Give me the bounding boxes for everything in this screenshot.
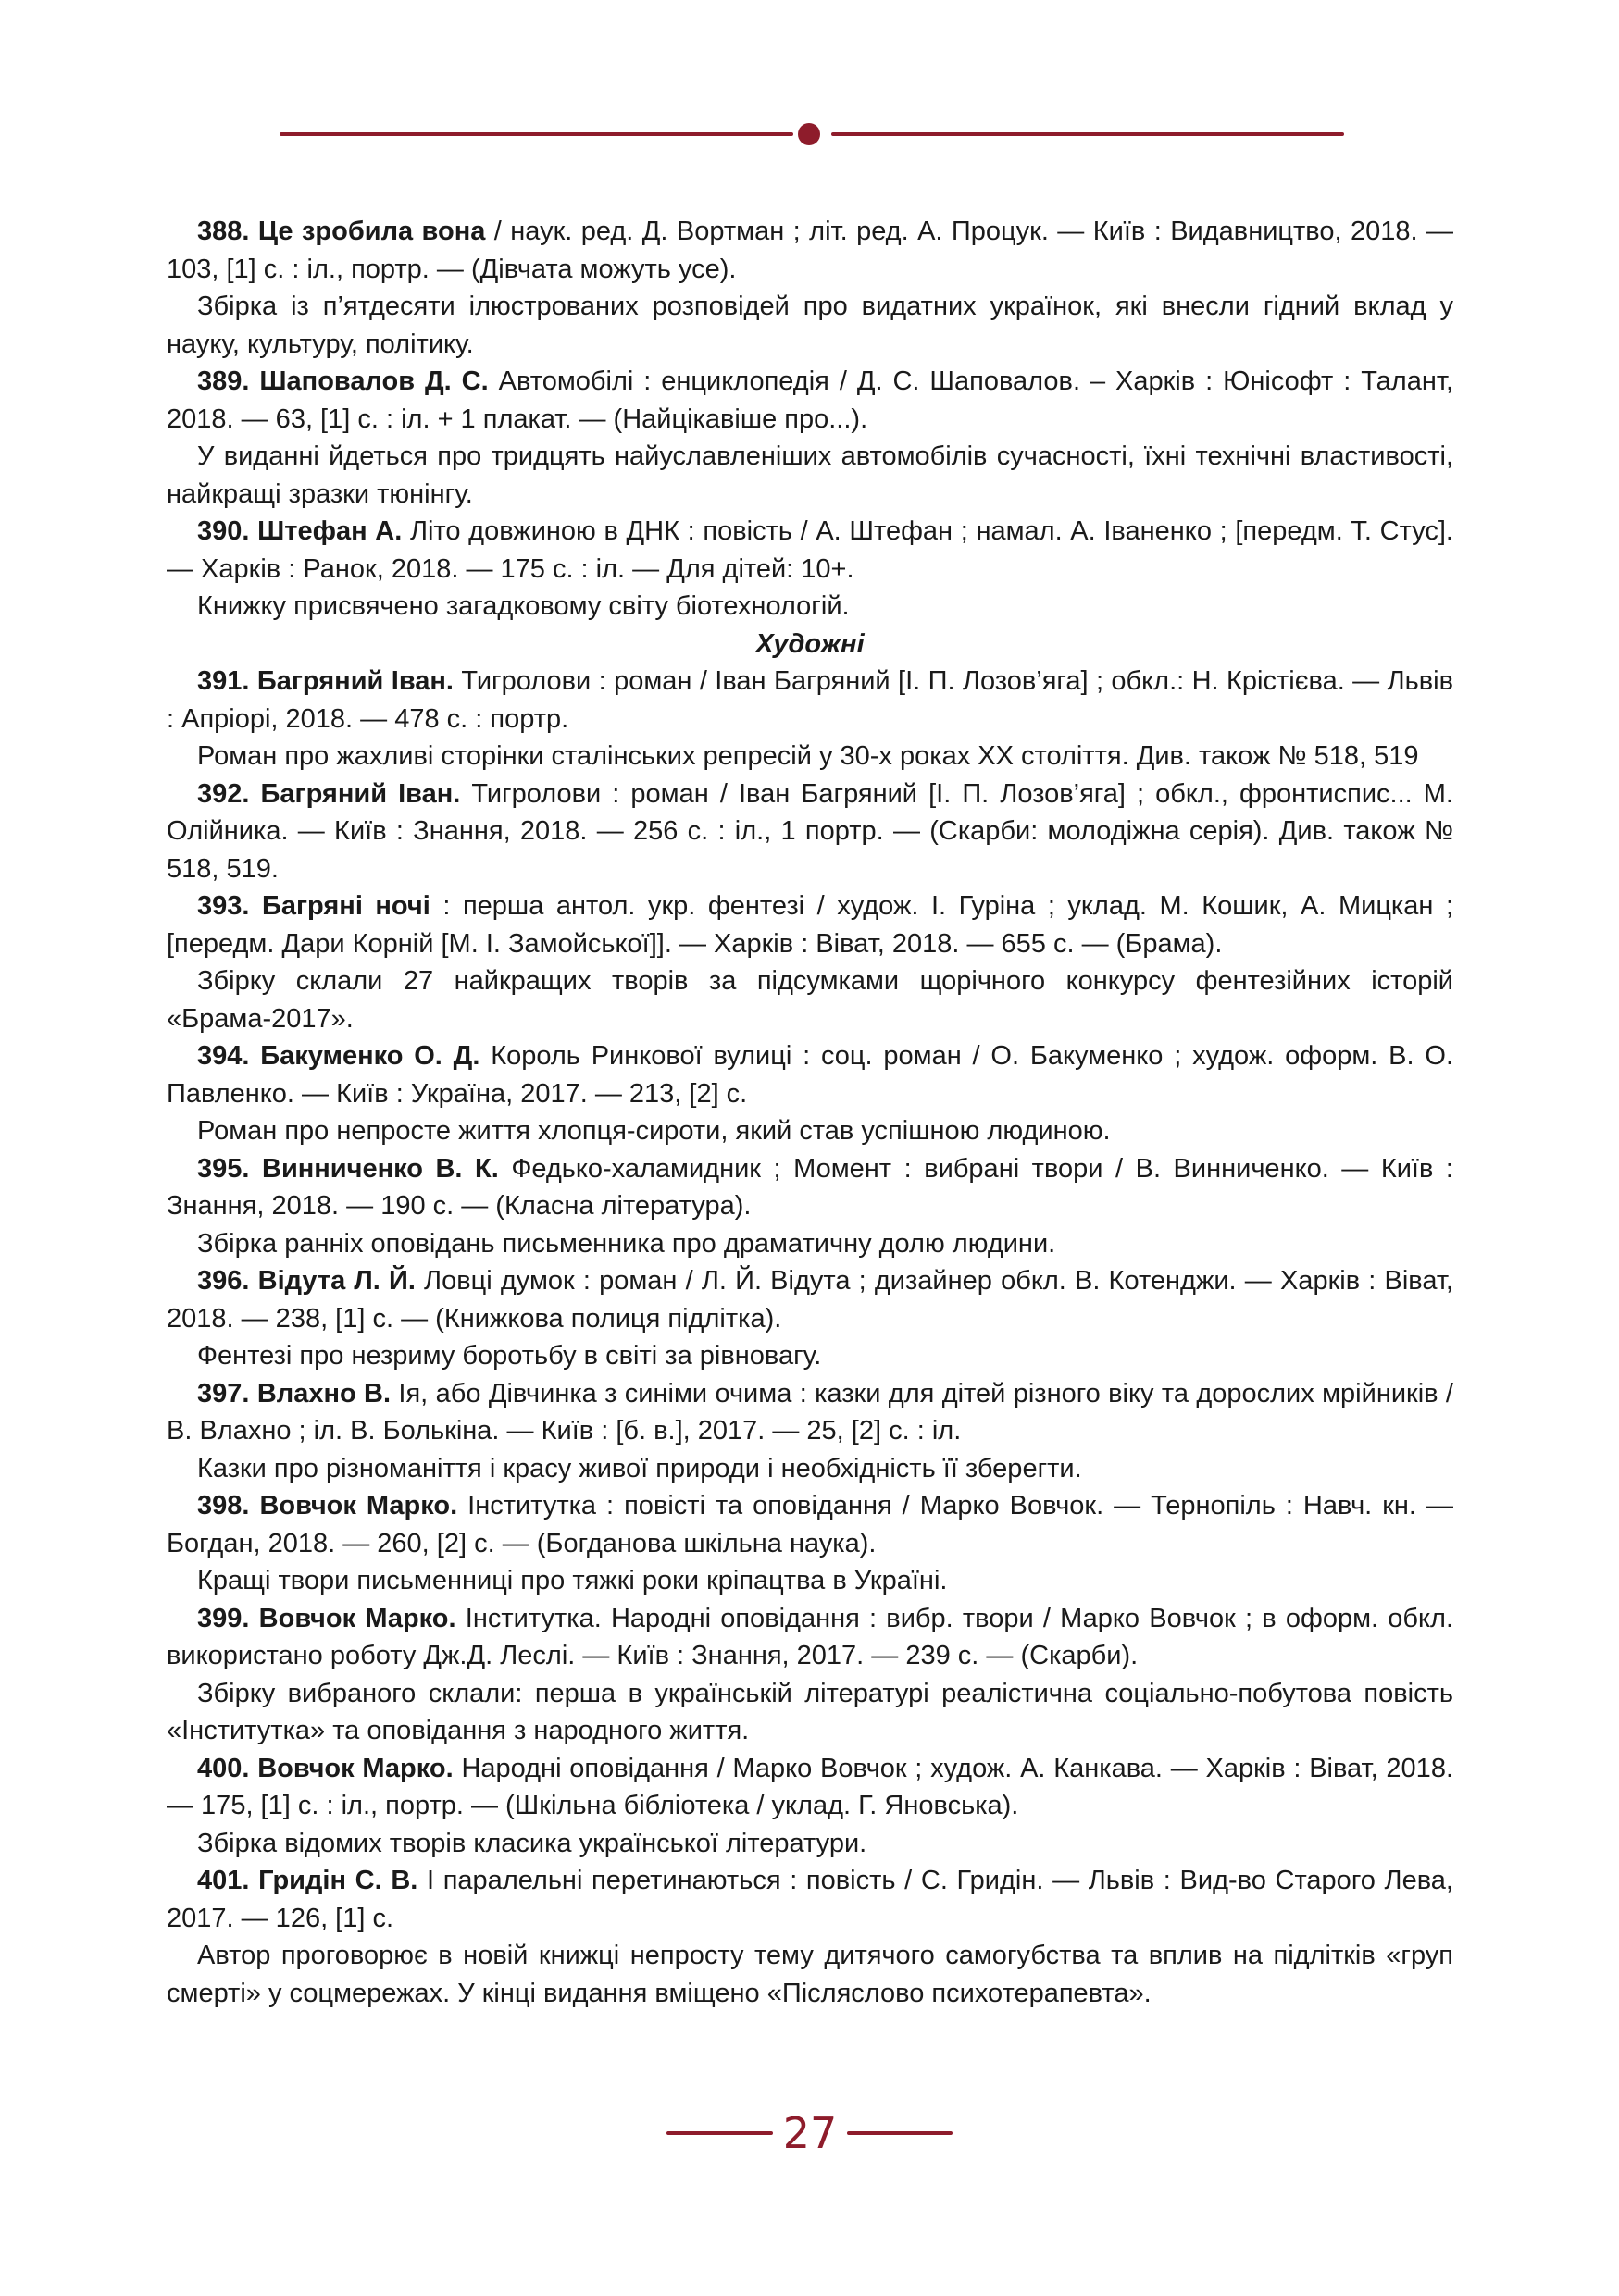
entry-annotation: Казки про різноманіття і красу живої природи і необхідність її зберегти. [197,1453,1082,1483]
bibliography-entry [167,213,1453,288]
entry-number: 398. [197,1491,250,1520]
bibliography-entry [167,663,1453,738]
entry-annotation: У виданні йдеться про тридцять найуславленіших автомобілів сучасності, їхні технічні властивості, найкращі зразки тюнінгу. [167,441,1453,509]
entry-description: Ія, або Дівчинка з синіми очима : казки для дітей різного віку та дорослих мрійників / В. Влахно ; іл. В. Болькіна. — Київ : [б. в.], 2017. — 25, [2] с. : іл. [167,1378,1453,1446]
footer-rule-right [847,2131,953,2135]
entry-number: 390. [197,516,250,546]
entry-number: 397. [197,1378,250,1409]
entry-description: Ловці думок : роман / Л. Й. Відута ; дизайнер обкл. В. Котенджи. — Харків : Віват, 2018. — 238, [1] с. — (Книжкова полиця підлітка). [167,1266,1453,1334]
entry-description: Літо довжиною в ДНК : повість / А. Штефан ; намал. А. Іваненко ; [передм. Т. Стус]. — Харків : Ранок, 2018. — 175 с. : іл. — Для дітей: 10+. [167,516,1453,584]
entry-description: Інститутка : повісті та оповідання / Марко Вовчок. — Тернопіль : Навч. кн. — Богдан, 2018. — 260, [2] с. — (Богданова шкільна наука). [167,1491,1453,1558]
entry-annotation: Збірку склали 27 найкращих творів за підсумками щорічного конкурсу фентезійних історій «Брама-2017». [167,966,1453,1034]
bibliography-entry [167,1375,1453,1450]
page-number: 27 [782,2108,838,2158]
entry-annotation: Збірка ранніх оповідань письменника про драматичну долю людини. [197,1228,1056,1259]
header-rule-left [280,132,793,136]
entry-annotation: Збірка із п’ятдесяти ілюстрованих розповідей про видатних українок, які внесли гідний вклад у науку, культуру, політику. [167,292,1453,359]
entry-number: 393. [197,891,250,921]
entry-annotation: Автор проговорює в новій книжці непросту тему дитячого самогубства та вплив на підлітків «груп смерті» у соцмережах. У кінці видання вміщено «Післяслово психотерапевта». [167,1941,1453,2008]
entry-number: 395. [197,1153,250,1184]
entry-heading: Багряний Іван. [260,778,461,809]
entry-description: / наук. ред. Д. Вортман ; літ. ред. А. Процук. — Київ : Видавництво, 2018. — 103, [1] с. : іл., портр. — (Дівчата можуть усе). [167,217,1453,284]
entry-number: 394. [197,1041,250,1071]
entry-annotation: Книжку присвячено загадковому світу біотехнологій. [197,591,850,621]
bibliography-entry [167,1750,1453,1825]
entry-annotation: Кращі твори письменниці про тяжкі роки кріпацтва в Україні. [197,1566,948,1595]
entry-annotation: Роман про непросте життя хлопця-сироти, який став успішною людиною. [197,1116,1111,1146]
bibliography-entry [167,1487,1453,1562]
entry-number: 388. [197,217,250,246]
entry-heading: Це зробила вона [257,217,486,246]
entry-heading: Багряний Іван. [256,666,454,696]
header-rule-right [831,132,1344,136]
entry-heading: Відута Л. Й. [257,1266,416,1296]
entry-description: Автомобілі : енциклопедія / Д. С. Шаповалов. – Харків : Юнісофт : Талант, 2018. — 63, [1] с. : іл. + 1 плакат. — (Найцікавіше про...). [167,366,1454,434]
bibliography-entry [167,1150,1453,1225]
bibliography-entry [167,1862,1453,1937]
entry-number: 399. [197,1603,250,1633]
entry-description: Король Ринкової вулиці : соц. роман / О. Бакуменко ; худож. оформ. В. О. Павленко. — Київ : Україна, 2017. — 213, [2] с. [167,1041,1453,1109]
entry-annotation: Збірку вибраного склали: перша в українській літературі реалістична соціально-побутова повість «Інститутка» та оповідання з народного життя. [167,1678,1453,1745]
entry-description: Федько-халамидник ; Момент : вибрані твори / В. Винниченко. — Київ : Знання, 2018. — 190 с. — (Класна література). [167,1153,1453,1221]
entry-heading: Вовчок Марко. [259,1491,458,1520]
entry-annotation: Роман про жахливі сторінки сталінських репресій у 30-х роках ХХ століття. Див. також № 518, 519 [197,741,1419,771]
entry-description: Народні оповідання / Марко Вовчок ; худож. А. Канкава. — Харків : Віват, 2018. — 175, [1] с. : іл., портр. — (Шкільна бібліотека / уклад. Г. Яновська). [167,1753,1454,1820]
entry-heading: Бакуменко О. Д. [260,1041,480,1071]
entry-description: І паралельні перетинаються : повість / С. Гридін. — Львів : Вид-во Старого Лева, 2017. — 126, [1] с. [167,1866,1453,1933]
entry-annotation: Збірка відомих творів класика української літератури. [197,1828,867,1858]
entry-heading: Вовчок Марко. [258,1603,456,1633]
header-dot-ornament [798,123,820,145]
entry-description: : перша антол. укр. фентезі / худож. І. Гуріна ; уклад. М. Кошик, А. Мицкан ; [передм. Дари Корній [М. І. Замойської]]. — Харків : Віват, 2018. — 655 с. — (Брама). [167,891,1453,959]
entry-number: 401. [197,1866,250,1895]
bibliography-entry [167,887,1453,962]
entries-group-a [167,213,1453,626]
entry-number: 396. [197,1266,250,1296]
bibliography-entry [167,363,1453,438]
entry-heading: Винниченко В. К. [262,1153,499,1184]
entry-heading: Багряні ночі [262,891,430,921]
entry-number: 400. [197,1753,250,1783]
bibliography-entry [167,1262,1453,1337]
entry-heading: Вовчок Марко. [257,1753,454,1783]
entry-heading: Шаповалов Д. С. [259,366,489,396]
entries-group-b [167,663,1453,2012]
bibliography-list [167,213,1453,2012]
entry-annotation: Фентезі про незриму боротьбу в світі за рівновагу. [197,1341,822,1371]
bibliography-entry [167,776,1453,888]
bibliography-entry [167,513,1453,588]
entry-heading: Штефан А. [257,516,403,546]
entry-description: Тигролови : роман / Іван Багряний [І. П. Лозов’яга] ; обкл., фронтиспис... М. Олійника. — Київ : Знання, 2018. — 256 с. : іл., 1 портр. — (Скарби: молодіжна серія). Див. також № 518, 519. [167,778,1453,884]
entry-heading: Влахно В. [256,1378,392,1409]
entry-number: 389. [197,366,250,396]
section-title: Художні [755,628,865,659]
footer-rule-left [666,2131,773,2135]
entry-description: Тигролови : роман / Іван Багряний [І. П. Лозов’яга] ; обкл.: Н. Крістієва. — Львів : Апріорі, 2018. — 478 с. : портр. [167,666,1453,734]
entry-heading: Гридін С. В. [258,1866,418,1895]
entry-number: 392. [197,778,250,809]
entry-number: 391. [197,666,250,696]
entry-description: Інститутка. Народні оповідання : вибр. твори / Марко Вовчок ; в оформ. обкл. використано роботу Дж.Д. Леслі. — Київ : Знання, 2017. — 239 с. — (Скарби). [167,1603,1454,1670]
bibliography-entry [167,1037,1453,1112]
bibliography-entry [167,1600,1453,1675]
